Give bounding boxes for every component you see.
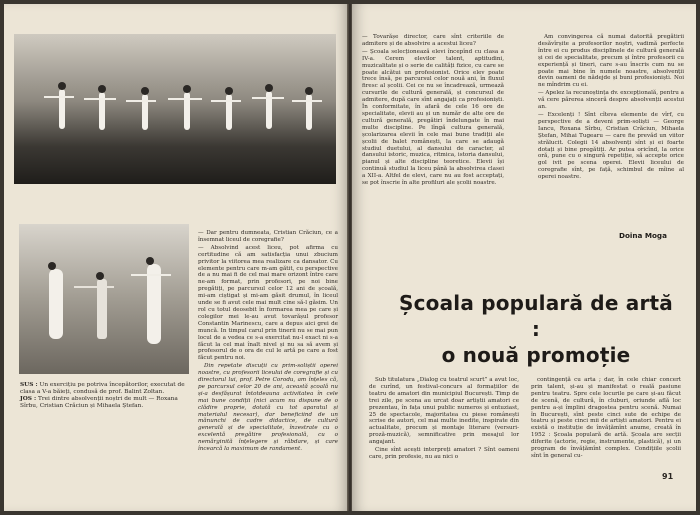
article-column-2 <box>531 377 681 472</box>
dancer-figure <box>49 269 63 339</box>
article-paragraph: contingență cu arta ; dar, în cele chiar concert prin talent, și-au și manifestat o reală pasiune pentru teatru. Spre cele locurile pe care și-au făcut de scenă, de cultură, în cluburi, oriunde află loc pentru a-și împlini dragostea pentru scenă. Numai în București, sînt peste cinci sute de echipe de teatru și peste cinci mii de artiști amatori. Pentru ei există o instituție de învățămînt anume, creată în 1952 : Școala populară de artă. Școala are secții diferite (actorie, regie, instrumente, plastică), și un program de învățămînt complex. Condițiile școlii sînt în general cu- <box>531 377 681 459</box>
interview-paragraph: — Școala selecționează elevi începînd cu clasa a IV-a. Cerem elevilor talent, aptitudini, muzicalitate și o serie de calități fizice, cu care se poate alcătui un profesionist. Orice elev poate trece însă, pe parcursul celor nouă ani, în fluxul firesc al școlii. Cei ce nu se încadrează, urmează cursurile de cultură generală, și concursul de admitere, după care sînt angajați ca profesioniști. În conformitate, în afară de cele 16 ore de specialitate, elevii au și un număr de alte ore de cultură generală, pregătiri îndelungate în mai multe discipline. Pe lîngă cultura generală, școlarizarea elevii în cele mai bune tradiții ale școlii de balet românești, la care se adaugă studiul duetului, al dansului de caracter, al dansului istoric, muzica, ritmica, istoria dansului, pianul și alte discipline teoretice. Elevii își continuă studiul la liceu până la absolvirea clasei a XII-a. Altfel de elevi, care nu au fost acceptați, se pot înscrie în alte profiluri ale școlii noastre. <box>362 48 504 187</box>
interview-paragraph: — Tovarășe director, care sînt criteriile de admitere și de absolvire a acestui liceu? <box>362 34 504 47</box>
photo-three-dancers <box>19 224 189 374</box>
left-column-text <box>198 230 338 505</box>
photo-gymnasts-class <box>14 34 336 184</box>
article-title-line1: Școala populară de artă : <box>399 291 673 341</box>
dancer-arm <box>44 96 74 98</box>
article-paragraph: Sub titulatura „Dialog cu teatrul scurt” a avut loc, de curînd, un festival-concurs al formațiilor de teatru de amatori din municipiul București. Timp de trei zile, pe scena au urcat doar artiștii amatori ce prezentau, în fața unui public numeros și entuziast, 25 de spectacole, majoritatea cu piese românești scrise de autori, cel mai multe inedite, inspirate din actualitate, precum și montaje literare (versuri-proză-muzică), semnificative prin mesajul lor angajant. <box>369 377 519 446</box>
photo-caption <box>20 382 190 410</box>
dancer-figure <box>59 89 65 129</box>
dancer-arm <box>84 98 116 100</box>
dancer-arm <box>168 98 202 100</box>
dancer-figure <box>97 279 107 339</box>
dancer-arm <box>292 100 322 102</box>
caption-label-top: SUS : <box>20 382 38 388</box>
caption-text-bottom: Trei dintre absolvenții noștri de mult — Roxana Sîrbu, Cristian Crăciun și Mihaela Ștefan. <box>20 396 178 410</box>
dancer-arm <box>211 100 241 102</box>
article-title <box>396 290 676 368</box>
dancer-figure <box>147 264 161 344</box>
dancer-arm <box>74 286 114 288</box>
interview-paragraph: Din repetate discuții cu prim-soliștii operei noastre, cu profesorii liceului de coregrafie și cu directorul lui, prof. Petre Corodu, am înțeles că, pe parcursul celor 20 de ani, această școală nu și-a desfășurat întotdeauna activitatea în cele mai bune condiții (nici acum nu dispune de o clădire proprie, dotată cu tot aparatul și materialul necesar), dar beneficiind de un mănunchi de cadre didactice, de cultură generală și de specialitate, înzestrate cu o excelentă pregătire profesională, cu o nemărginită înțelegere și răbdare, și care încearcă la maximum de randament. <box>198 363 338 453</box>
interview-paragraph: — Apelez la recunoștința dv. excepțională, pentru a vă cere părerea sinceră despre absolvenții acestui an. <box>538 90 684 111</box>
article-paragraph: Cine sînt acești interpreți amatori ? Sînt oameni care, prin profesie, nu au nici o <box>369 447 519 460</box>
interview-paragraph: — Dar pentru dumneata, Cristian Crăciun, ce a însemnat liceul de coregrafie? <box>198 230 338 243</box>
dancer-arm <box>131 274 171 276</box>
author-signature: Doina Moga <box>619 231 667 240</box>
interview-column-right <box>538 34 684 229</box>
page-number: 91 <box>662 472 674 481</box>
interview-paragraph: — Absolvind acest liceu, pot afirma cu certitudine că am satisfacția unui zbucium privitor la viitorea mea realizare ca dansator. Cu elemente pentru care m-am gătit, cu perspective de a nu mai fi de cel mai mare orizont între care ne-am format, prin profesori, pe noi bine pregătiți, pe parcursul celor 12 ani de școală, mi-am ciștigat și mi-am găsit drumul, în liceul unde se fi avut cele mai mult cine să-l găsim. Un rol cu totul deosebit în formarea mea pe care și colegilor mei le-au avut tovarășul profesor Constantin Marinescu, care a depus aici grei de muncă. In timpul carul prin tinerii nu se mai pun locul de a vedea ce s-a exercitat nu-l exact ni s-a făcut la cel mai înalt nivel și nu sa să avem și profesorul de o ora de cul le artă pe care a fost făcut pentru noi. <box>198 244 338 362</box>
interview-paragraph: Am convingerea că numai datorită pregătirii desăvîrșite a profesorilor noștri, vadimă perfecte între ei cu produs disciplinele de cultură generală și cei de specialitate, precum și între profesorii cu experiență și tineri, care s-au înscris cum nu se poate mai bine în numele noastre, absolvenții devin oameni de nădejde și buni profesioniști. Noi ne mîndrim cu ei. <box>538 34 684 89</box>
caption-text-top: Un exercițiu pe potriva începătorilor, executat de clasa a V-a băieți, condusă de prof. Balint Zoltan. <box>20 382 185 396</box>
dancer-arm <box>126 100 156 102</box>
interview-column-left <box>362 34 504 244</box>
interview-paragraph: — Excelenți ! Sînt cîteva elemente de vîrf, cu perspective de a deveni prim-soliști — George Iancu, Roxana Sîrbu, Cristian Crăciun, Mihaela Ștefan, Mihai Tugearu — care fie prevăd un viitor strălucit. Colegii 14 absolvenți sînt și ei foarte dotați și bine pregătiți. Ar putea oricînd, la orice oră, pune cu o singură repetiție, să accepte orice gol ivit pe scena operei. Elevii liceului de coregrafie sînt, pe față, schimbul de mîine al operei noastre. <box>538 111 684 181</box>
left-page <box>4 4 348 511</box>
article-column-1 <box>369 377 519 502</box>
magazine-spread <box>4 4 696 511</box>
dancer-arm <box>252 97 284 99</box>
caption-label-bottom: JOS : <box>20 396 37 403</box>
article-title-line2: o nouă promoție <box>441 343 631 367</box>
